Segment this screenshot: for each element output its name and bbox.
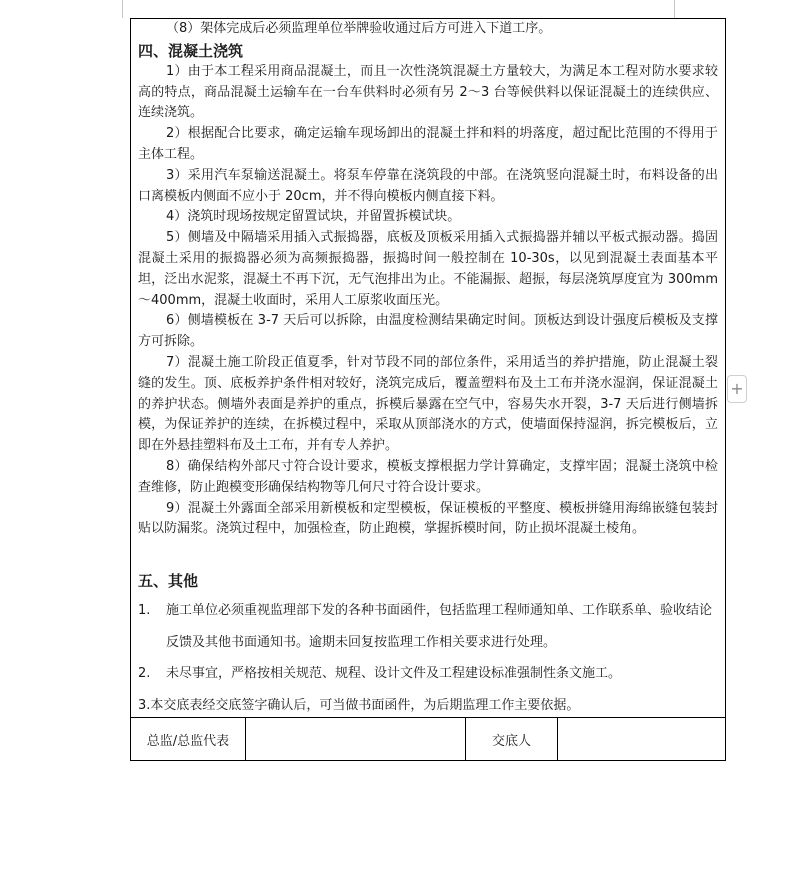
paragraph: 2）根据配合比要求，确定运输车现场卸出的混凝土拌和料的坍落度，超过配比范围的不得用于主体工程。 [138, 126, 718, 162]
paragraph: 4）浇筑时现场按规定留置试块，并留置拆模试块。 [166, 209, 461, 225]
discloser-signature-cell[interactable] [557, 718, 725, 761]
supervisor-label: 总监/总监代表 [146, 734, 230, 749]
add-button[interactable]: + [727, 375, 747, 403]
paragraph: 5）侧墙及中隔墙采用插入式振捣器，底板及顶板采用插入式振捣器并辅以平板式振动器。捣固混凝土采用的振捣器必须为高频振捣器，振捣时间一般控制在 10-30s，以见到混凝土表面基本平坦，泛出水泥浆，混凝土不再下沉，无气泡排出为止。不能漏振、超振，每层浇筑厚度宜为 300mm～400mm，混凝土收面时，采用人工原浆收面压光。 [138, 230, 718, 308]
list-number: 1. [138, 603, 151, 619]
section-heading: 五、其他 [138, 572, 199, 591]
supervisor-signature-cell[interactable] [245, 718, 465, 761]
list-text: 未尽事宜，严格按相关规范、规程、设计文件及工程建设标准强制性条文施工。 [166, 666, 622, 682]
disclosure-table [130, 18, 726, 761]
paragraph: 6）侧墙模板在 3-7 天后可以拆除，由温度检测结果确定时间。顶板达到设计强度后模板及支撑方可拆除。 [138, 313, 718, 350]
list-item [138, 658, 718, 690]
list-text: 施工单位必须重视监理部下发的各种书面函件，包括监理工程师通知单、工作联系单、验收结论反馈及其他书面通知书。逾期未回复按监理工作相关要求进行处理。 [166, 603, 713, 650]
list-item: 3.本交底表经交底签字确认后，可当做书面函件，为后期监理工作主要依据。 [138, 697, 580, 713]
list-number: 2. [138, 666, 151, 682]
paragraph: 8）确保结构外部尺寸符合设计要求，模板支撑根据力学计算确定，支撑牢固；混凝土浇筑中检查维修，防止跑模变形确保结构物等几何尺寸符合设计要求。 [138, 458, 718, 495]
discloser-label: 交底人 [465, 718, 557, 761]
paragraph: 1）由于本工程采用商品混凝土，而且一次性浇筑混凝土方量较大，为满足本工程对防水要求较高的特点，商品混凝土运输车在一台车供料时必须有另 2～3 台等候供料以保证混凝土的连续供应、连续浇筑。 [138, 63, 718, 121]
table-content [138, 19, 718, 721]
paragraph: 3）采用汽车泵输送混凝土。将泵车停靠在浇筑段的中部。在浇筑竖向混凝土时，布料设备的出口离模板内侧面不应小于 20cm，并不得向模板内侧直接下料。 [138, 167, 718, 204]
paragraph: 7）混凝土施工阶段正值夏季，针对节段不同的部位条件，采用适当的养护措施，防止混凝土裂缝的发生。顶、底板养护条件相对较好，浇筑完成后，覆盖塑料布及土工布并浇水湿润，保证混凝土的养护状态。侧墙外表面是养护的重点，拆模后暴露在空气中，容易失水开裂，3-7 天后进行侧墙拆模，为保证养护的连续，在拆模过程中，采取从顶部浇水的方式，使墙面保持湿润，拆完模板后，立即在外悬挂塑料布及土工布，并有专人养护。 [138, 354, 718, 454]
page-corner-mark [122, 0, 123, 18]
page-corner-mark [674, 0, 675, 18]
paragraph: （8）架体完成后必须监理单位举牌验收通过后方可进入下道工序。 [166, 21, 552, 36]
signature-row [131, 717, 725, 761]
section-heading: 四、混凝土浇筑 [138, 41, 244, 60]
list-item [138, 595, 718, 658]
paragraph: 9）混凝土外露面全部采用新模板和定型模板，保证模板的平整度、模板拼缝用海绵嵌缝包装封贴以防漏浆。浇筑过程中，加强检查，防止跑模，掌握拆模时间，防止损坏混凝土棱角。 [138, 500, 718, 537]
